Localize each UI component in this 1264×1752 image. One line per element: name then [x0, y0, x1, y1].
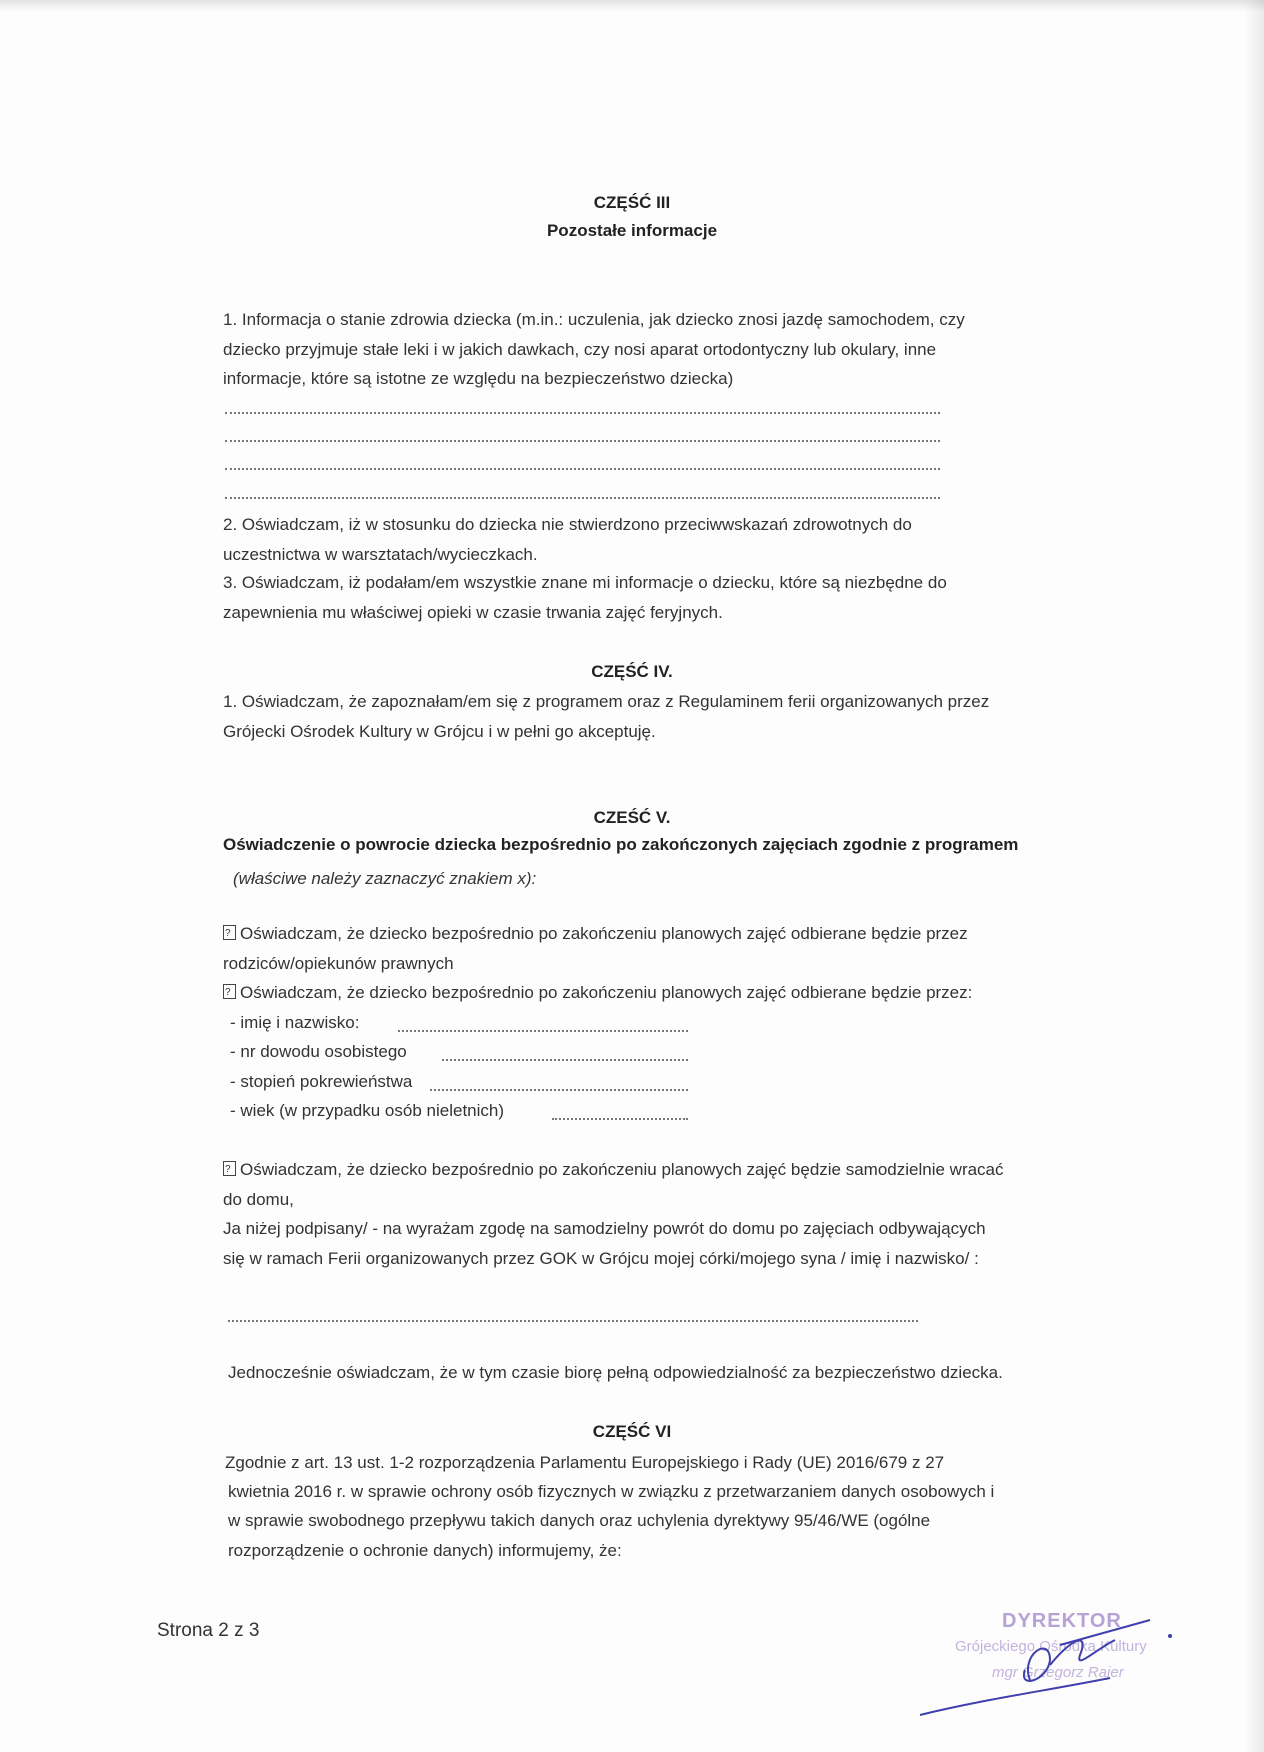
field-label-name: - imię i nazwisko:	[230, 1013, 360, 1032]
child-name-field[interactable]	[228, 1318, 918, 1322]
field-label-id: - nr dowodu osobistego	[230, 1042, 407, 1061]
option-parents-checkbox[interactable]	[223, 925, 236, 940]
kinship-field[interactable]	[430, 1087, 688, 1091]
option-parents-line2: rodziców/opiekunów prawnych	[223, 954, 454, 973]
part5-note: (właściwe należy zaznaczyć znakiem x):	[233, 869, 537, 888]
option-alone-label: Oświadczam, że dziecko bezpośrednio po zakończeniu planowych zajęć będzie samodzielnie wracać	[240, 1160, 1004, 1179]
health-info-field[interactable]	[225, 438, 940, 442]
option-alone-checkbox[interactable]	[223, 1161, 236, 1176]
part3-item1-line: 1. Informacja o stanie zdrowia dziecka (m.in.: uczulenia, jak dziecko znosi jazdę samochodem, czy	[223, 310, 965, 329]
part4-line: Grójecki Ośrodek Kultury w Grójcu i w pełni go akceptuję.	[223, 722, 656, 741]
part3-item1-line: informacje, które są istotne ze względu na bezpieczeństwo dziecka)	[223, 369, 734, 388]
page-number: Strona 2 z 3	[157, 1620, 260, 1641]
option-parents	[223, 924, 968, 944]
option-alone-line2: do domu,	[223, 1190, 294, 1209]
stamp-title: DYREKTOR	[1002, 1610, 1122, 1632]
stamp-org: Grójeckiego Ośrodka Kultury	[955, 1638, 1147, 1655]
field-label-age: - wiek (w przypadku osób nieletnich)	[230, 1101, 505, 1120]
part6-line: Zgodnie z art. 13 ust. 1-2 rozporządzenia Parlamentu Europejskiego i Rady (UE) 2016/679 z 27	[225, 1453, 945, 1472]
age-field[interactable]	[552, 1116, 688, 1120]
part6-line: kwietnia 2016 r. w sprawie ochrony osób fizycznych w związku z przetwarzaniem danych osobowych i	[228, 1482, 995, 1501]
option-other-person	[223, 983, 972, 1003]
option-other-person-checkbox[interactable]	[223, 984, 236, 999]
director-stamp	[900, 1600, 1180, 1730]
id-number-field[interactable]	[442, 1057, 688, 1061]
scan-edge-shadow	[1244, 0, 1264, 1752]
part3-item2-line: 2. Oświadczam, iż w stosunku do dziecka nie stwierdzono przeciwwskazań zdrowotnych do	[223, 515, 912, 534]
part6-heading: CZĘŚĆ VI	[592, 1422, 672, 1441]
health-info-field[interactable]	[225, 410, 940, 414]
part3-item3-line: 3. Oświadczam, iż podałam/em wszystkie znane mi informacje o dziecku, które są niezbędne do	[223, 573, 947, 592]
field-label-kinship: - stopień pokrewieństwa	[230, 1072, 413, 1091]
part6-line: w sprawie swobodnego przepływu takich danych oraz uchylenia dyrektywy 95/46/WE (ogólne	[228, 1511, 931, 1530]
part5-heading: CZEŚĆ V.	[593, 808, 671, 827]
part3-item3-line: zapewnienia mu właściwej opieki w czasie trwania zajęć feryjnych.	[223, 603, 723, 622]
part5-title: Oświadczenie o powrocie dziecka bezpośrednio po zakończonych zajęciach zgodnie z programem	[223, 835, 1019, 854]
health-info-field[interactable]	[225, 466, 940, 470]
option-other-person-label: Oświadczam, że dziecko bezpośrednio po zakończeniu planowych zajęć odbierane będzie przez:	[240, 983, 973, 1002]
option-parents-label: Oświadczam, że dziecko bezpośrednio po zakończeniu planowych zajęć odbierane będzie przez	[240, 924, 968, 943]
part4-line: 1. Oświadczam, że zapoznałam/em się z programem oraz z Regulaminem ferii organizowanych przez	[223, 692, 990, 711]
health-info-field[interactable]	[225, 495, 940, 499]
option-alone	[223, 1160, 1004, 1180]
responsibility-statement: Jednocześnie oświadczam, że w tym czasie biorę pełną odpowiedzialność za bezpieczeństwo dziecka.	[228, 1363, 1003, 1382]
part6-line: rozporządzenie o ochronie danych) informujemy, że:	[228, 1541, 622, 1560]
stamp-name: mgr Grzegorz Rajer	[992, 1664, 1124, 1681]
consent-line: Ja niżej podpisany/ - na wyrażam zgodę na samodzielny powrót do domu po zajęciach odbywających	[223, 1219, 986, 1238]
part3-heading: CZĘŚĆ III	[593, 193, 671, 212]
consent-line: się w ramach Ferii organizowanych przez GOK w Grójcu mojej córki/mojego syna / imię i nazwisko/ :	[223, 1249, 979, 1268]
part3-item1-line: dziecko przyjmuje stałe leki i w jakich dawkach, czy nosi aparat ortodontyczny lub okulary, inne	[223, 340, 937, 359]
scan-top-shadow	[0, 0, 1264, 12]
part4-heading: CZĘŚĆ IV.	[591, 662, 673, 681]
part3-item2-line: uczestnictwa w warsztatach/wycieczkach.	[223, 545, 538, 564]
signature-graphic	[900, 1600, 1180, 1730]
name-field[interactable]	[398, 1028, 688, 1032]
part3-subheading: Pozostałe informacje	[546, 221, 718, 240]
